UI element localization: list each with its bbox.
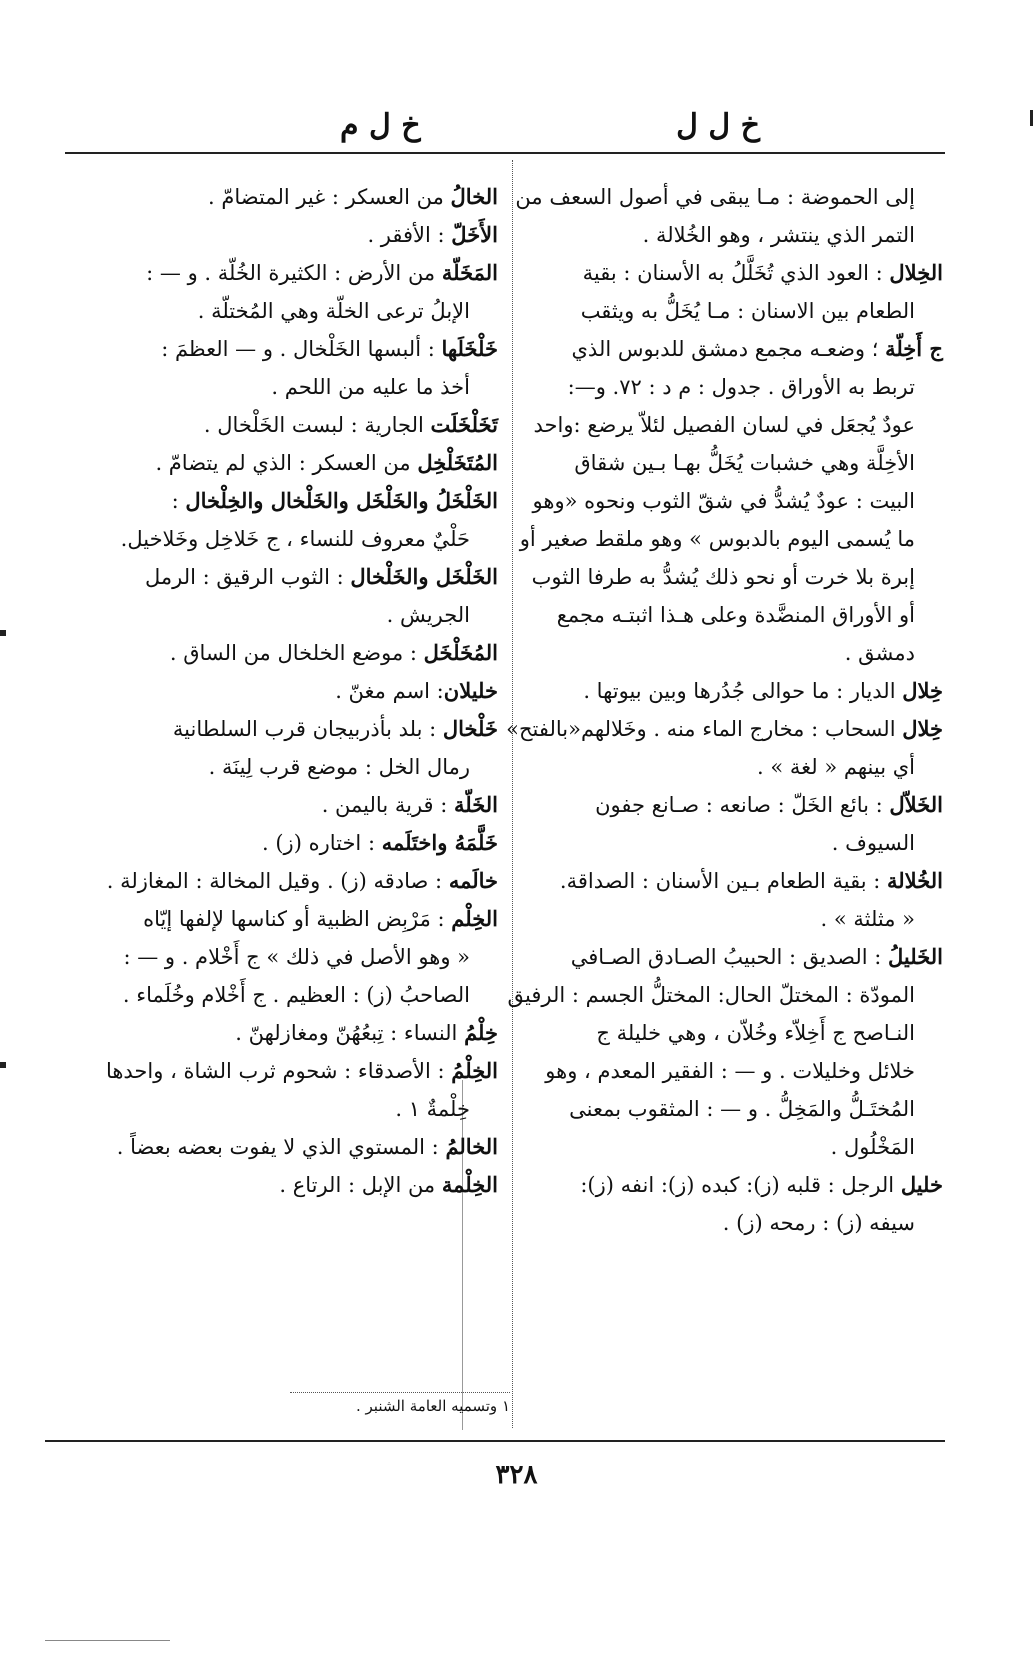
headword: تَخَلْخَلَت <box>430 412 498 437</box>
entry-text: : الأصدقاء : شحوم ثرب الشاة ، واحدها <box>105 1059 452 1083</box>
headword: الخالمُ <box>445 1134 498 1159</box>
header-root-left: خ ل م <box>340 108 421 143</box>
dictionary-entry-line <box>513 672 943 710</box>
entry-text: من العسكر : الذي لم يتضامّ . <box>155 451 418 475</box>
entry-text: تربط به الأوراق . جدول : م د : ٧٢. و—: <box>567 375 915 399</box>
entry-text: الطعام بين الاسنان : مـا يُخَلُّ به ويثقب <box>580 299 915 323</box>
headword: الخَلاّل <box>889 792 943 817</box>
headword: الخِلْمة <box>441 1172 498 1197</box>
entry-text: من الأرض : الكثيرة الخُلّة . و — : <box>146 261 442 285</box>
continuation-line <box>513 1052 943 1090</box>
headword: خِلْمُ <box>464 1020 498 1045</box>
dictionary-entry-line <box>58 178 498 216</box>
entry-text: الإبلُ ترعى الخلّة وهي المُختلّة . <box>197 299 470 323</box>
entry-text: الصاحبُ (ز) : العظيم . ج أَخْلام وخُلَماء . <box>122 983 470 1007</box>
continuation-line <box>513 368 943 406</box>
page-header <box>65 100 945 150</box>
entry-text: : مَرْبِض الظبية أو كناسها لإلفها إيّاه <box>143 907 452 931</box>
headword: خليلان <box>443 678 498 703</box>
entry-text: إلى الحموضة : مـا يبقى في أصول السعف من <box>515 185 915 209</box>
headword: الخِلْم <box>451 906 498 931</box>
entry-text: عودٌ يُجعَل في لسان الفصيل لئلاّ يرضع :واحد <box>533 413 915 437</box>
dictionary-entry-line <box>58 444 498 482</box>
footnote: ١ وتسميه العامة الشنبر . <box>290 1392 510 1415</box>
entry-text: : الأفقر . <box>367 223 452 247</box>
entry-text: خلائل وخليلات . و — : الفقير المعدم ، وهو <box>545 1059 915 1083</box>
dictionary-entry-line <box>513 862 943 900</box>
entry-text: خِلْمةٌ ١ . <box>395 1097 470 1121</box>
entry-text: النساء : تِبعُهُنّ ومغازلهنّ . <box>235 1021 465 1045</box>
entry-text: الجارية : لبست الخَلْخال . <box>203 413 431 437</box>
continuation-line <box>513 178 943 216</box>
continuation-line <box>58 1090 498 1128</box>
dictionary-entry-line <box>58 254 498 292</box>
entry-text: : الثوب الرقيق : الرمل <box>144 565 351 589</box>
entry-text: التمر الذي ينتشر ، وهو الخُلالة . <box>642 223 915 247</box>
continuation-line <box>58 748 498 786</box>
continuation-line <box>58 520 498 558</box>
dictionary-entry-line <box>58 1166 498 1204</box>
dictionary-entry-line <box>58 786 498 824</box>
continuation-line <box>513 900 943 938</box>
headword: المُخَلْخَل <box>423 640 498 665</box>
headword: خَلْخَلَها <box>441 336 498 361</box>
headword: خِلال <box>902 716 943 741</box>
continuation-line <box>58 976 498 1014</box>
header-rule <box>65 152 945 154</box>
continuation-line <box>513 558 943 596</box>
headword: ج أَخِلّة <box>885 336 943 361</box>
entry-text: : بلد بأذربيجان قرب السلطانية <box>172 717 443 741</box>
headword: الخَلْخَلُ والخَلْخَل والخَلْخال والخِلْخال <box>185 488 498 513</box>
entry-text: السحاب : مخارج الماء منه . وخَلالهم«بالفتح» <box>506 717 903 741</box>
dictionary-entry-line <box>513 938 943 976</box>
headword: الخَليلُ <box>888 944 943 969</box>
continuation-line <box>58 368 498 406</box>
headword: خِلال <box>902 678 943 703</box>
headword: خَلْخال <box>442 716 498 741</box>
bottom-rule <box>45 1640 170 1641</box>
dictionary-entry-line <box>513 1166 943 1204</box>
headword: خليل <box>900 1172 943 1197</box>
entry-text: : العود الذي تُخَلَّلُ به الأسنان : بقية <box>582 261 890 285</box>
headword: المُتَخَلْخِل <box>417 450 498 475</box>
entry-text: : بقية الطعام بـين الأسنان : الصداقة. <box>559 869 888 893</box>
entry-text: المَخْلُول . <box>830 1135 915 1159</box>
entry-text: المُختَـلُّ والمَخِلُّ . و — : المثقوب بمعنى <box>569 1097 915 1121</box>
entry-text: « وهو الأصل في ذلك » ج أَخْلام . و — : <box>123 945 470 969</box>
dictionary-entry-line <box>58 1052 498 1090</box>
entry-text: : قرية باليمن . <box>321 793 454 817</box>
continuation-line <box>513 596 943 634</box>
dictionary-entry-line <box>58 634 498 672</box>
entry-text: أو الأوراق المنضَّدة وعلى هـذا اثبتـه مجمع <box>556 603 915 627</box>
continuation-line <box>513 406 943 444</box>
dictionary-entry-line <box>58 862 498 900</box>
headword: الخالُ <box>450 184 498 209</box>
entry-text: البيت : عودٌ يُشدُّ في شقّ الثوب ونحوه «وهو <box>532 489 915 513</box>
entry-text: : صادقه (ز) . وقيل المخالة : المغازلة . <box>106 869 449 893</box>
entry-text: من الإبل : الرتاع . <box>279 1173 442 1197</box>
headword: المَخَلّة <box>441 260 498 285</box>
entry-text: : بائع الخَلّ : صانعه : صـانع جفون <box>595 793 890 817</box>
entry-text: : اختاره (ز) . <box>262 831 382 855</box>
headword: خالَمه <box>448 868 498 893</box>
footer-rule <box>45 1440 945 1442</box>
continuation-line <box>513 292 943 330</box>
entry-text: من العسكر : غير المتضامّ . <box>208 185 451 209</box>
continuation-line <box>513 1204 943 1242</box>
entry-text: حَلْيٌ معروف للنساء ، ج خَلاخِل وخَلاخيل. <box>120 527 470 551</box>
continuation-line <box>513 444 943 482</box>
dictionary-entry-line <box>58 672 498 710</box>
entry-text: « مثلثة » . <box>820 907 915 931</box>
continuation-line <box>58 596 498 634</box>
continuation-line <box>513 1090 943 1128</box>
right-column <box>506 178 943 1242</box>
entry-text: المودّة : المختلّ الحال: المختلُّ الجسم : الرفيق <box>507 983 915 1007</box>
continuation-line <box>58 292 498 330</box>
entry-text: أي بينهم « لغة » . <box>757 755 915 779</box>
entry-text: الأخِلَّة وهي خشبات يُخَلُّ بهـا بـين شقاق <box>574 451 915 475</box>
headword: خَلَّمَهُ واختَلَمه <box>381 830 498 855</box>
continuation-line <box>513 748 943 786</box>
entry-text: السيوف . <box>831 831 915 855</box>
dictionary-entry-line <box>58 1014 498 1052</box>
page-edge-mark <box>0 630 6 636</box>
dictionary-entry-line <box>513 786 943 824</box>
dictionary-entry-line <box>58 482 498 520</box>
headword: الخِلْمُ <box>451 1058 498 1083</box>
entry-text: ؛ وضعـه مجمع دمشق للدبوس الذي <box>571 337 886 361</box>
entry-text: الرجل : قلبه (ز): كبده (ز): انفه (ز): <box>580 1173 901 1197</box>
entry-text: : ألبسها الخَلْخال . و — العظمَ : <box>161 337 442 361</box>
entry-text: الجريش . <box>386 603 470 627</box>
entry-text: أخذ ما عليه من اللحم . <box>271 375 470 399</box>
entry-text: إبرة بلا خرت أو نحو ذلك يُشدُّ به طرفا الثوب <box>531 565 915 589</box>
continuation-line <box>58 938 498 976</box>
continuation-line <box>513 1014 943 1052</box>
header-root-right: خ ل ل <box>676 108 760 143</box>
continuation-line <box>513 216 943 254</box>
entry-text: : اسم مغنّ . <box>335 679 444 703</box>
continuation-line <box>507 976 943 1014</box>
dictionary-entry-line <box>58 710 498 748</box>
continuation-line <box>513 482 943 520</box>
entry-text: : <box>171 489 186 513</box>
dictionary-entry-line <box>58 216 498 254</box>
continuation-line <box>513 1128 943 1166</box>
left-column <box>58 178 498 1204</box>
entry-text: دمشق . <box>844 641 915 665</box>
dictionary-entry-line <box>513 254 943 292</box>
entry-text: الديار : ما حوالى جُدُرها وبين بيوتها . <box>583 679 903 703</box>
headword: الخَلّة <box>454 792 498 817</box>
dictionary-entry-line <box>513 330 943 368</box>
headword: الخُلالة <box>887 868 943 893</box>
dictionary-entry-line <box>58 406 498 444</box>
page-edge-mark <box>0 1062 6 1068</box>
dictionary-entry-line <box>506 710 943 748</box>
headword: الخَلْخَل والخَلْخال <box>350 564 498 589</box>
dictionary-entry-line <box>58 330 498 368</box>
page-number: ٣٢٨ <box>495 1460 538 1490</box>
entry-text: : الصديق : الحبيبُ الصـادق الصـافي <box>570 945 889 969</box>
entry-text: : موضع الخلخال من الساق . <box>169 641 424 665</box>
continuation-line <box>513 634 943 672</box>
entry-text: ما يُسمى اليوم بالدبوس » وهو ملقط صغير أو <box>519 527 915 551</box>
entry-text: رمال الخل : موضع قرب لِينَة . <box>208 755 470 779</box>
dictionary-entry-line <box>58 1128 498 1166</box>
entry-text: النـاصح ج أَخِلاّء وخُلاّن ، وهي خليلة ج <box>596 1021 915 1045</box>
dictionary-entry-line <box>58 558 498 596</box>
dictionary-entry-line <box>58 824 498 862</box>
headword: الأَخَلّ <box>451 222 498 247</box>
entry-text: : المستوي الذي لا يفوت بعضه بعضاً . <box>116 1135 446 1159</box>
headword: الخِلال <box>889 260 943 285</box>
continuation-line <box>513 520 943 558</box>
entry-text: سيفه (ز) : رمحه (ز) . <box>722 1211 915 1235</box>
continuation-line <box>513 824 943 862</box>
dictionary-entry-line <box>58 900 498 938</box>
